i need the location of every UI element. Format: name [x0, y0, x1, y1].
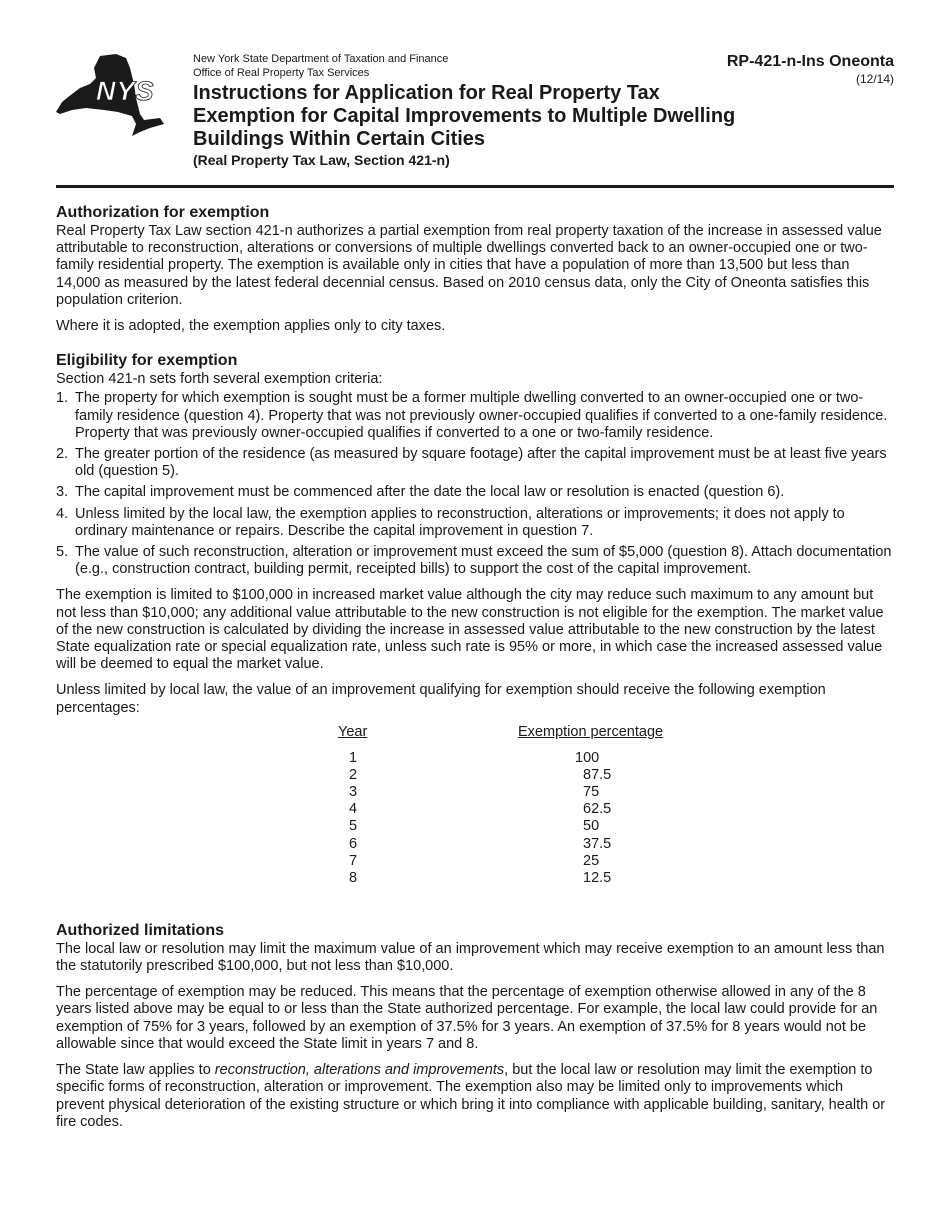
table-header-exemption-percentage: Exemption percentage	[518, 723, 664, 740]
table-cell-year: 5	[349, 817, 358, 834]
list-number: 3.	[56, 484, 69, 501]
section-heading-authorization: Authorization for exemption	[56, 204, 270, 221]
eligibility-criteria-list	[56, 390, 894, 578]
exemption-percentages-intro: Unless limited by local law, the value of an improvement qualifying for exemption should receive the following exemption percentages:	[56, 682, 826, 716]
form-id: RP-421-n-Ins Oneonta	[726, 53, 894, 70]
list-item	[56, 446, 894, 480]
nys-state-logo	[56, 54, 166, 136]
table-cell-year: 6	[349, 835, 358, 852]
agency-line-2: Office of Real Property Tax Services	[193, 66, 370, 79]
limitations-text-pre: The State law applies to	[56, 1062, 215, 1079]
limitations-paragraph-3	[56, 1062, 894, 1131]
table-cell-percentage: 62.5	[583, 800, 612, 817]
list-text: The capital improvement must be commenced after the date the local law or resolution is enacted (question 6).	[75, 484, 785, 501]
logo-text: NYS	[96, 76, 155, 106]
agency-name	[193, 53, 448, 80]
table-header-year: Year	[338, 723, 368, 740]
table-cell-year: 3	[349, 783, 358, 800]
table-cell-percentage: 87.5	[583, 766, 612, 783]
list-text: The property for which exemption is sought must be a former multiple dwelling converted to an owner-occupied one or two-family residence (question 4). Property that was not previously owner-occupied qualifies if converted to a one-family residence. Property that was previously owner-occupied qualifies if converted to a one or two-family residence.	[75, 390, 888, 441]
header-divider	[56, 185, 894, 188]
table-cell-percentage: 75	[583, 783, 600, 800]
table-cell-year: 4	[349, 800, 358, 817]
list-item	[56, 390, 894, 442]
exemption-limit-paragraph: The exemption is limited to $100,000 in increased market value although the city may reduce such maximum to any amount but not less than $10,000; any additional value attributable to the new construction is not eligible for the exemption. The market value of the new construction is calculated by dividing the increase in assessed value attributable to the new construction by the latest State equalization rate or special equalization rate, unless such rate is 95% or more, in which case the increased assessed value will be deemed to equal the market value.	[56, 587, 884, 673]
exemption-percentage-table	[56, 721, 894, 907]
form-date: (12/14)	[855, 72, 894, 86]
document-body	[56, 203, 894, 1140]
section-heading-eligibility: Eligibility for exemption	[56, 352, 238, 370]
section-heading-limitations: Authorized limitations	[56, 921, 224, 939]
authorization-paragraph-1: Real Property Tax Law section 421-n authorizes a partial exemption from real property taxation of the increase in assessed value attributable to reconstruction, alterations or conversions of multiple dwellings converted back to an owner-occupied one or two-family residential property. The exemption is available only in cities that have a population of more than 13,500 but less than 14,000 as measured by the latest federal decennial census. Based on 2010 census data, only the City of Oneonta satisfies this population criterion.	[56, 223, 882, 308]
list-number: 4.	[56, 505, 69, 522]
table-cell-percentage: 100	[575, 749, 600, 766]
list-item	[56, 506, 894, 540]
table-cell-percentage: 50	[583, 817, 600, 834]
table-cell-percentage: 25	[583, 852, 600, 869]
limitations-paragraph-1: The local law or resolution may limit the maximum value of an improvement which may receive exemption to an amount less than the statutorily prescribed $100,000, but not less than $10,000.	[56, 940, 885, 975]
table-cell-percentage: 12.5	[583, 869, 612, 886]
list-number: 2.	[56, 446, 69, 463]
list-text: The greater portion of the residence (as measured by square footage) after the capital improvement must be at least five years old (question 5).	[75, 446, 887, 480]
table-cell-year: 2	[349, 766, 358, 783]
list-number: 1.	[56, 390, 69, 407]
agency-line-1: New York State Department of Taxation and Finance	[193, 53, 449, 65]
limitations-text-emphasis: reconstruction, alterations and improvements	[214, 1062, 505, 1079]
list-item	[56, 484, 894, 501]
list-text: Unless limited by the local law, the exemption applies to reconstruction, alterations or improvements; it does not apply to ordinary maintenance or repairs. Describe the capital improvement in question 7.	[75, 505, 845, 539]
document-subtitle: (Real Property Tax Law, Section 421-n)	[193, 152, 450, 168]
limitations-text-post: , but the local law or resolution may limit the exemption to specific forms of reconstruction, alteration or improvement. The exemption also may be limited only to improvements which prevent physical deterioration of the existing structure or which bring it into compliance with applicable building, sanitary, health or fire codes.	[56, 1062, 886, 1130]
document-title: Instructions for Application for Real Property Tax Exemption for Capital Improvements to Multiple Dwelling Buildings Within Certain Cities	[193, 82, 736, 150]
table-cell-year: 7	[349, 852, 358, 869]
list-number: 5.	[56, 544, 69, 561]
table-cell-year: 8	[349, 869, 358, 886]
table-cell-percentage: 37.5	[583, 835, 612, 852]
limitations-paragraph-2: The percentage of exemption may be reduced. This means that the percentage of exemption otherwise allowed in any of the 8 years listed above may be equal to or less than the State authorized percentage. For example, the local law could provide for an exemption of 75% for 3 years, followed by an exemption of 37.5% for 3 years. An exemption of 37.5% for 8 years would not be allowable since that would exceed the State limit in years 7 and 8.	[56, 984, 878, 1052]
list-text: The value of such reconstruction, alteration or improvement must exceed the sum of $5,000 (question 8). Attach documentation (e.g., construction contract, building permit, receipted bills) to support the cost of the capital improvement.	[75, 544, 892, 578]
table-cell-year: 1	[349, 749, 358, 766]
authorization-paragraph-2: Where it is adopted, the exemption applies only to city taxes.	[56, 318, 446, 335]
list-item	[56, 544, 894, 578]
eligibility-intro: Section 421-n sets forth several exemption criteria:	[56, 371, 383, 388]
